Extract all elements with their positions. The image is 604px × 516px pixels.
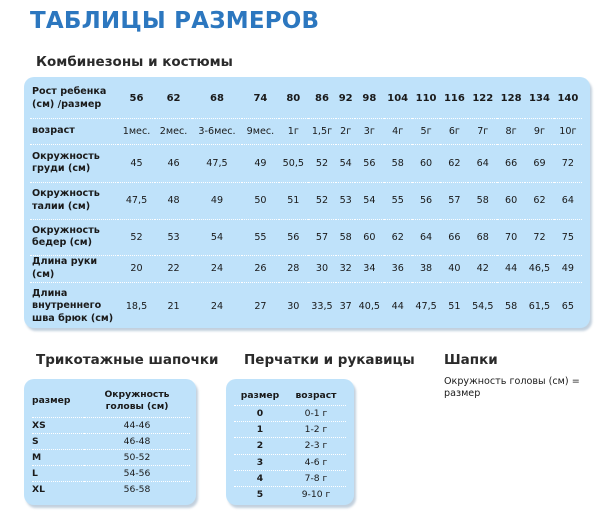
table-cell: 7г: [468, 118, 497, 144]
size-cell: 4: [234, 470, 286, 486]
size-cell: M: [32, 450, 84, 466]
table-cell: 47,5: [118, 182, 155, 219]
table-cell: 98: [355, 80, 384, 118]
table-cell: 80: [279, 80, 308, 118]
table-header-row: [234, 385, 346, 406]
age-cell: 7-8 г: [286, 470, 346, 486]
table-cell: 24: [210, 300, 224, 312]
table-cell: 62: [525, 182, 554, 219]
table-cell: 62: [440, 144, 468, 182]
table-cell: 57: [308, 219, 337, 255]
table-cell: 62: [384, 219, 412, 255]
table-cell: 9мес.: [242, 118, 279, 144]
row-label: Окружность груди (см): [30, 144, 118, 182]
table-cell: 72: [525, 219, 554, 255]
table-cell: 37: [339, 300, 352, 312]
row-label: Окружность бедер (см): [30, 219, 118, 255]
table-cell: 61,5: [528, 300, 551, 312]
table-cell: 48: [155, 182, 192, 219]
size-cell: XS: [32, 418, 84, 434]
size-cell: 3: [234, 454, 286, 470]
size-cell: S: [32, 434, 84, 450]
table-cell: 52: [308, 144, 337, 182]
table-cell: 1г: [279, 118, 308, 144]
table-row: [30, 282, 582, 330]
table-cell: 9г: [525, 118, 554, 144]
table-cell: 22: [155, 255, 192, 282]
table-cell: 38: [412, 255, 441, 282]
table-cell: 47,5: [192, 144, 242, 182]
table-row: [234, 406, 346, 422]
table-cell: 65: [561, 300, 575, 312]
size-cell: 5: [256, 489, 264, 501]
table-cell: 64: [468, 144, 497, 182]
table-cell: 30: [308, 255, 337, 282]
table-cell: 54: [336, 144, 355, 182]
age-cell: 0-1 г: [286, 406, 346, 422]
table-cell: 27: [254, 300, 267, 312]
table-cell: 30: [287, 300, 300, 312]
table-row: [30, 255, 582, 282]
table-cell: 74: [242, 80, 279, 118]
table-cell: 44: [497, 255, 525, 282]
table-cell: 56: [355, 144, 384, 182]
table-cell: 46,5: [525, 255, 554, 282]
age-cell: 4-6 г: [286, 454, 346, 470]
table-cell: 1мес.: [118, 118, 155, 144]
table-cell: 10г: [554, 118, 582, 144]
table-header-row: [30, 80, 582, 118]
table-cell: 128: [497, 80, 525, 118]
table-cell: 40: [440, 255, 468, 282]
table-cell: 54,5: [472, 300, 494, 312]
table-cell: 75: [554, 219, 582, 255]
row-label: Длина руки (см): [30, 255, 118, 282]
table-cell: 134: [525, 80, 554, 118]
table-cell: 68: [468, 219, 497, 255]
table-cell: 6г: [440, 118, 468, 144]
table-row: [32, 434, 190, 450]
table-cell: 55: [242, 219, 279, 255]
table-cell: 24: [192, 255, 242, 282]
table-cell: 3г: [355, 118, 384, 144]
table-cell: 46: [155, 144, 192, 182]
caps-note: Окружность головы (см) = размер: [444, 376, 580, 399]
table-cell: 54: [355, 182, 384, 219]
row-label: возраст: [30, 118, 118, 144]
table-row: [30, 182, 582, 219]
table-cell: 53: [155, 219, 192, 255]
size-cell: L: [32, 466, 84, 482]
table-cell: 62: [155, 80, 192, 118]
table-cell: 51: [448, 300, 461, 312]
table-cell: 86: [308, 80, 337, 118]
row-label: Длина внутреннего шва брюк (см): [32, 287, 114, 324]
table-cell: 20: [118, 255, 155, 282]
gloves-title: Перчатки и рукавицы: [244, 352, 415, 368]
table-cell: 56: [118, 80, 155, 118]
table-row: [32, 482, 190, 498]
table-cell: 56: [412, 182, 441, 219]
table-cell: 58: [336, 219, 355, 255]
table-row: [234, 486, 346, 502]
size-cell: 1: [234, 422, 286, 438]
head-cell: 50-52: [84, 450, 190, 466]
table-cell: 51: [279, 182, 308, 219]
table-cell: 116: [440, 80, 468, 118]
table-row: [30, 144, 582, 182]
table-cell: 54: [192, 219, 242, 255]
table-row: [32, 418, 190, 434]
table-row: [32, 450, 190, 466]
head-cell: 46-48: [84, 434, 190, 450]
table-cell: 58: [505, 300, 518, 312]
header-size: размер: [32, 385, 84, 418]
header-size: размер: [234, 385, 286, 406]
table-cell: 33,5: [311, 300, 333, 312]
age-cell: 9-10 г: [301, 489, 331, 501]
table-cell: 32: [336, 255, 355, 282]
table-cell: 140: [554, 80, 582, 118]
table-cell: 58: [468, 182, 497, 219]
table-row: [234, 422, 346, 438]
table-cell: 40,5: [358, 300, 381, 312]
table-cell: 52: [308, 182, 337, 219]
table-cell: 58: [384, 144, 412, 182]
gloves-table: [234, 385, 346, 502]
table-cell: 2мес.: [155, 118, 192, 144]
knit-hats-title: Трикотажные шапочки: [36, 352, 219, 368]
row-label: Окружность талии (см): [30, 182, 118, 219]
table-cell: 53: [336, 182, 355, 219]
table-cell: 36: [384, 255, 412, 282]
table-cell: 110: [412, 80, 441, 118]
table-cell: 44: [391, 300, 404, 312]
head-cell: 44-46: [84, 418, 190, 434]
table-cell: 56: [279, 219, 308, 255]
table-cell: 60: [355, 219, 384, 255]
table-cell: 55: [384, 182, 412, 219]
table-cell: 50,5: [279, 144, 308, 182]
table-cell: 26: [242, 255, 279, 282]
table-cell: 21: [167, 300, 180, 312]
size-cell: 2: [234, 438, 286, 454]
table-cell: 1,5г: [308, 118, 337, 144]
header-head-circumference: Окружность головы (см): [84, 385, 190, 418]
table-cell: 60: [412, 144, 441, 182]
row-label: Рост ребенка (см) /размер: [30, 80, 118, 118]
table-cell: 18,5: [125, 300, 148, 312]
table-cell: 72: [554, 144, 582, 182]
table-cell: 47,5: [415, 300, 437, 312]
table-row: [234, 470, 346, 486]
table-cell: 66: [497, 144, 525, 182]
age-cell: 1-2 г: [286, 422, 346, 438]
head-cell: 56-58: [123, 484, 151, 495]
table-cell: 49: [242, 144, 279, 182]
header-age: возраст: [286, 385, 346, 406]
table-cell: 8г: [497, 118, 525, 144]
table-cell: 49: [554, 255, 582, 282]
table-cell: 68: [192, 80, 242, 118]
table-cell: 52: [118, 219, 155, 255]
overalls-title: Комбинезоны и костюмы: [36, 54, 233, 70]
table-cell: 4г: [384, 118, 412, 144]
table-cell: 122: [468, 80, 497, 118]
table-cell: 28: [279, 255, 308, 282]
table-cell: 5г: [412, 118, 441, 144]
table-cell: 49: [192, 182, 242, 219]
size-cell: XL: [32, 484, 45, 495]
table-cell: 45: [118, 144, 155, 182]
table-cell: 70: [497, 219, 525, 255]
page-title: ТАБЛИЦЫ РАЗМЕРОВ: [30, 8, 320, 34]
table-cell: 3-6мес.: [192, 118, 242, 144]
table-cell: 64: [554, 182, 582, 219]
table-cell: 69: [525, 144, 554, 182]
table-cell: 50: [242, 182, 279, 219]
table-row: [30, 118, 582, 144]
table-cell: 60: [497, 182, 525, 219]
head-cell: 54-56: [84, 466, 190, 482]
overalls-size-table: [30, 80, 582, 330]
table-row: [32, 466, 190, 482]
table-cell: 57: [440, 182, 468, 219]
table-header-row: [32, 385, 190, 418]
table-cell: 2г: [336, 118, 355, 144]
size-cell: 0: [234, 406, 286, 422]
table-cell: 42: [468, 255, 497, 282]
age-cell: 2-3 г: [286, 438, 346, 454]
table-row: [234, 454, 346, 470]
table-row: [30, 219, 582, 255]
table-cell: 104: [384, 80, 412, 118]
table-cell: 34: [355, 255, 384, 282]
knit-hats-table: [32, 385, 190, 497]
table-cell: 64: [412, 219, 441, 255]
caps-title: Шапки: [444, 352, 498, 368]
table-cell: 92: [336, 80, 355, 118]
table-cell: 66: [440, 219, 468, 255]
table-row: [234, 438, 346, 454]
